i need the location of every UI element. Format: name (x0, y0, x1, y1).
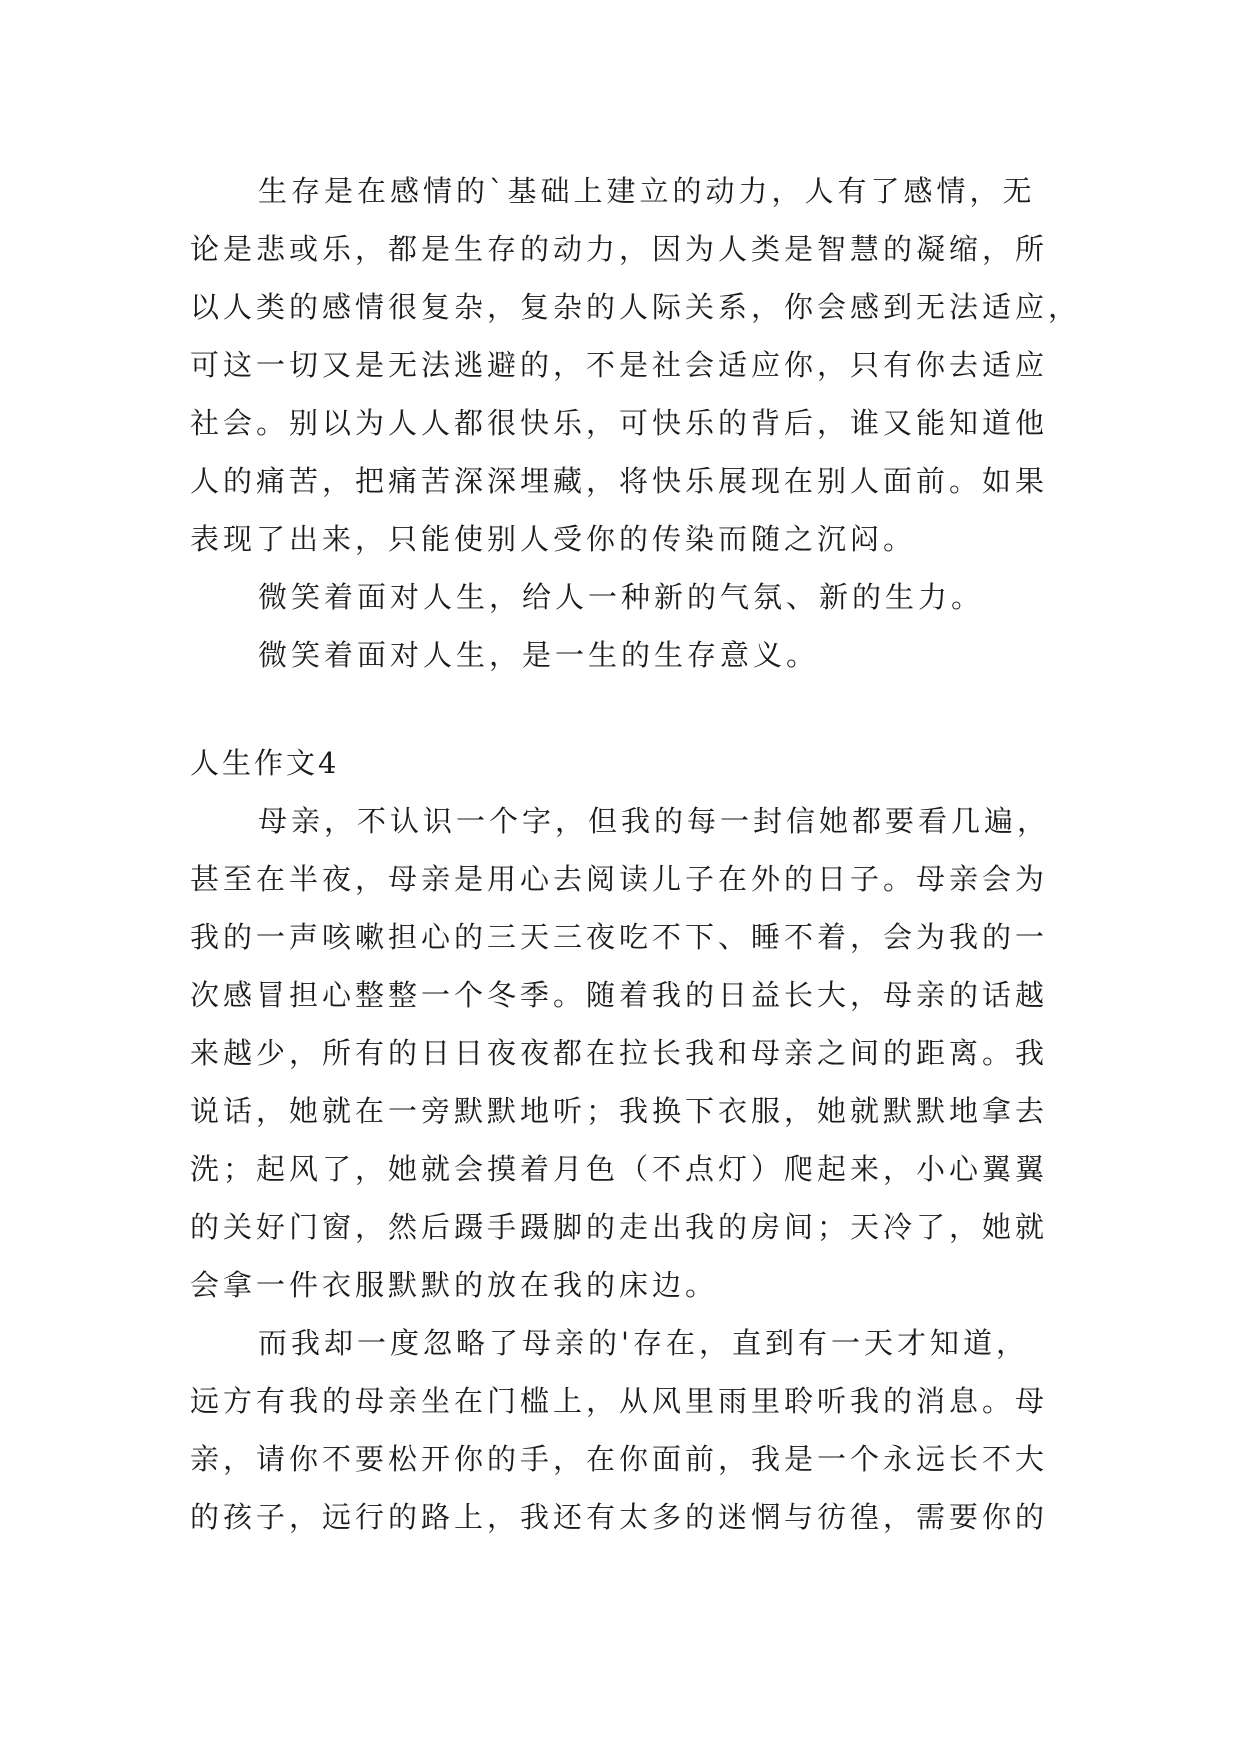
text-line: 的关好门窗，然后蹑手蹑脚的走出我的房间；天冷了，她就 (190, 1210, 1049, 1244)
text-line: 甚至在半夜，母亲是用心去阅读儿子在外的日子。母亲会为 (190, 862, 1049, 896)
text-line: 母亲，不认识一个字，但我的每一封信她都要看几遍， (258, 804, 1051, 838)
paragraph (190, 792, 1060, 1314)
text-line: 人的痛苦，把痛苦深深埋藏，将快乐展现在别人面前。如果 (190, 464, 1049, 498)
text-line: 远方有我的母亲坐在门槛上，从风里雨里聆听我的消息。母 (190, 1384, 1049, 1418)
text-line: 表现了出来，只能使别人受你的传染而随之沉闷。 (190, 522, 917, 556)
paragraph (190, 568, 1060, 626)
text-line: 来越少，所有的日日夜夜都在拉长我和母亲之间的距离。我 (190, 1036, 1049, 1070)
section-heading: 人生作文4 (190, 746, 340, 780)
text-line: 以人类的感情很复杂，复杂的人际关系，你会感到无法适应， (190, 290, 1082, 324)
section-spacer (190, 684, 1060, 734)
text-line: 我的一声咳嗽担心的三天三夜吃不下、睡不着，会为我的一 (190, 920, 1049, 954)
paragraph (190, 1314, 1060, 1546)
text-line: 而我却一度忽略了母亲的'存在，直到有一天才知道， (258, 1326, 1029, 1360)
text-line: 洗；起风了，她就会摸着月色（不点灯）爬起来，小心翼翼 (190, 1152, 1049, 1186)
paragraph (190, 162, 1082, 568)
text-line: 亲，请你不要松开你的手，在你面前，我是一个永远长不大 (190, 1442, 1049, 1476)
text-line: 微笑着面对人生，给人一种新的气氛、新的生力。 (258, 580, 985, 614)
text-line: 论是悲或乐，都是生存的动力，因为人类是智慧的凝缩，所 (190, 232, 1049, 266)
text-line: 次感冒担心整整一个冬季。随着我的日益长大，母亲的话越 (190, 978, 1049, 1012)
paragraph (190, 626, 1060, 684)
text-line: 可这一切又是无法逃避的，不是社会适应你，只有你去适应 (190, 348, 1049, 382)
text-line: 会拿一件衣服默默的放在我的床边。 (190, 1268, 719, 1302)
text-line: 生存是在感情的`基础上建立的动力，人有了感情，无 (258, 174, 1036, 208)
text-line: 的孩子，远行的路上，我还有太多的迷惘与彷徨，需要你的 (190, 1500, 1049, 1534)
text-line: 说话，她就在一旁默默地听；我换下衣服，她就默默地拿去 (190, 1094, 1049, 1128)
text-line: 微笑着面对人生，是一生的生存意义。 (258, 638, 820, 672)
text-line: 社会。别以为人人都很快乐，可快乐的背后，谁又能知道他 (190, 406, 1049, 440)
document-body (190, 162, 1082, 1546)
